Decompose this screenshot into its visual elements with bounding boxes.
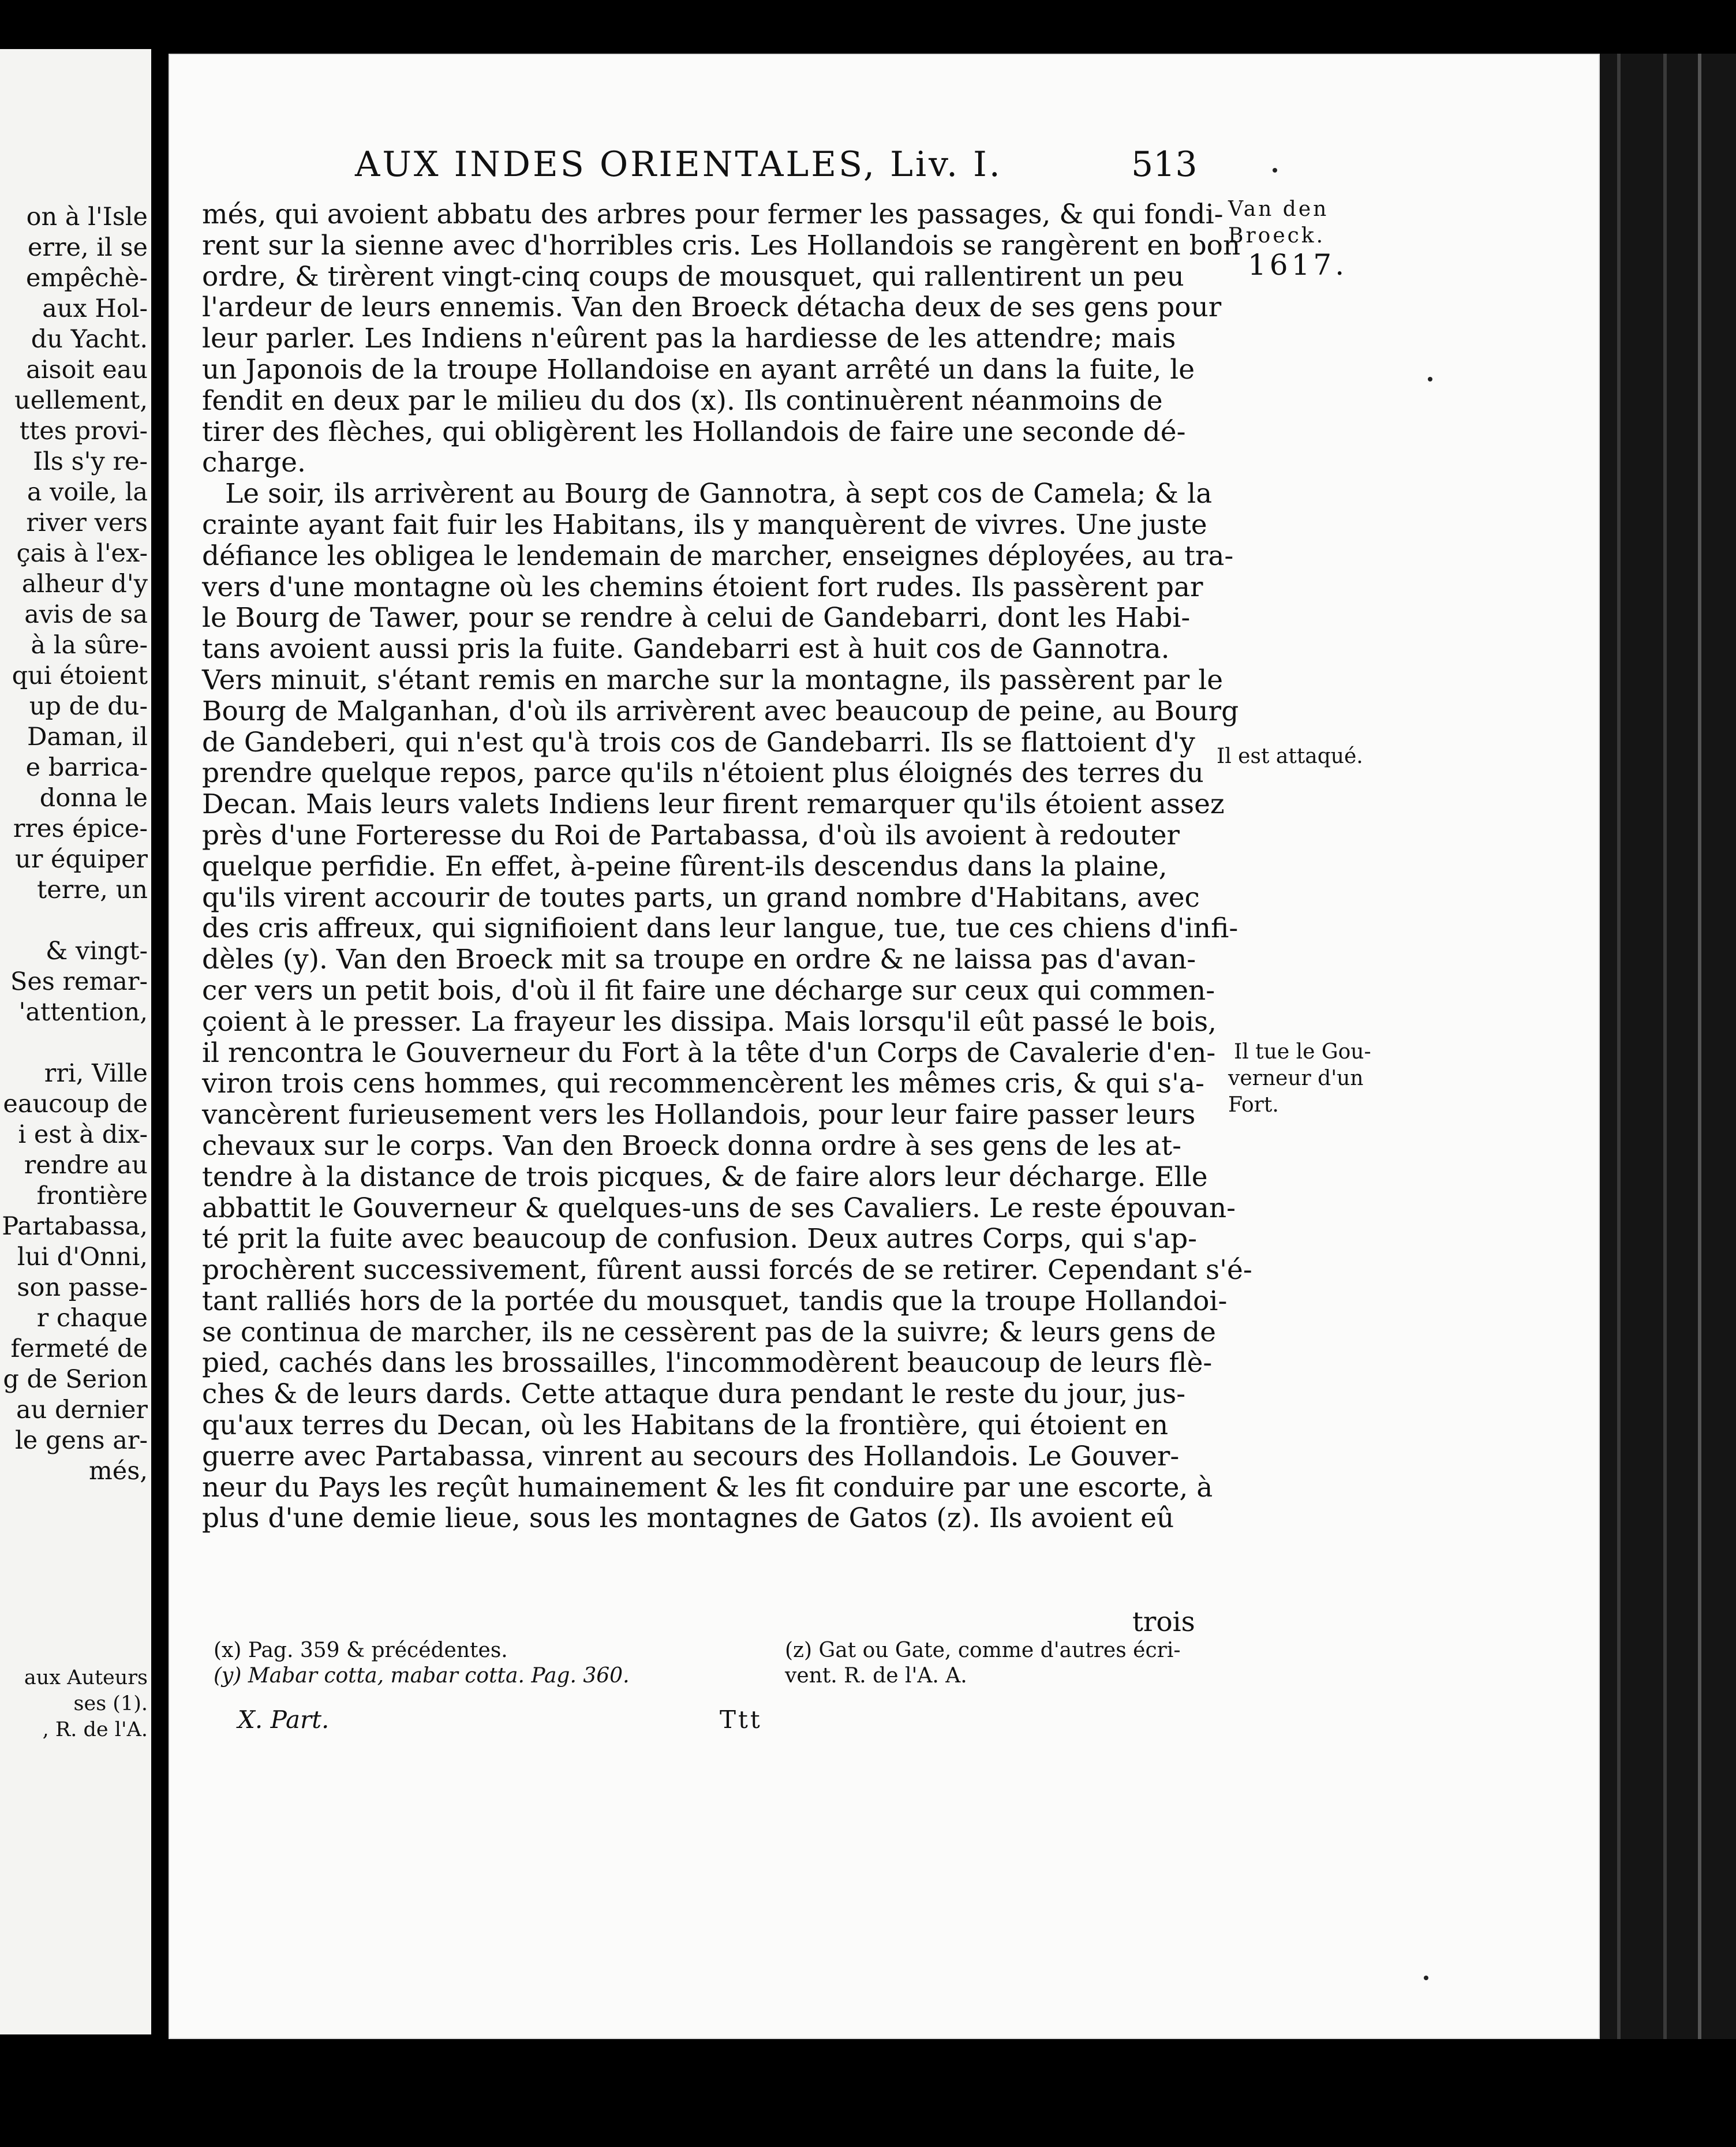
prev-text-line: e barrica- bbox=[25, 753, 148, 782]
prev-text-line: au dernier bbox=[16, 1396, 148, 1424]
prev-text-line: & vingt- bbox=[45, 937, 148, 966]
prev-text-line: ttes provi- bbox=[19, 417, 148, 446]
side-note-attaque: Il est attaqué. bbox=[1217, 745, 1363, 768]
text-line: des cris affreux, qui signifioient dans leur langue, tue, tue ces chiens d'infi- bbox=[202, 912, 1239, 945]
text-line: tendre à la distance de trois picques, & de faire alors leur décharge. Elle bbox=[202, 1161, 1208, 1193]
ink-dot bbox=[1428, 377, 1432, 381]
text-line: Le soir, ils arrivèrent au Bourg de Gannotra, à sept cos de Camela; & la bbox=[225, 478, 1213, 510]
prev-text-line: alheur d'y bbox=[21, 570, 148, 599]
text-line: fendit en deux par le milieu du dos (x). Ils continuèrent néanmoins de bbox=[202, 384, 1163, 417]
text-line: vancèrent furieusement vers les Hollandois, pour leur faire passer leurs bbox=[202, 1099, 1196, 1131]
ink-dot bbox=[1424, 1976, 1428, 1980]
text-line: un Japonois de la troupe Hollandoise en ayant arrêté un dans la fuite, le bbox=[202, 353, 1195, 386]
text-line: le Bourg de Tawer, pour se rendre à celui de Gandebarri, dont les Habi- bbox=[202, 602, 1191, 634]
text-line: prendre quelque repos, parce qu'ils n'étoient plus éloignés des terres du bbox=[202, 757, 1204, 790]
text-line: leur parler. Les Indiens n'eûrent pas la hardiesse de les attendre; mais bbox=[202, 323, 1176, 355]
prev-text-line bbox=[0, 906, 148, 936]
prev-text-line: up de du- bbox=[29, 692, 148, 721]
side-note-tue-3: Fort. bbox=[1228, 1093, 1279, 1117]
prev-text-line: river vers bbox=[26, 508, 148, 537]
text-line: chevaux sur le corps. Van den Broeck donna ordre à ses gens de les at- bbox=[202, 1129, 1181, 1162]
prev-text-line: frontière bbox=[36, 1181, 148, 1210]
side-note-tue-2: verneur d'un bbox=[1228, 1067, 1364, 1090]
prev-text-line: lui d'Onni, bbox=[17, 1243, 148, 1271]
text-line: près d'une Forteresse du Roi de Partabassa, d'où ils avoient à redouter bbox=[202, 819, 1180, 851]
side-note-tue-1: Il tue le Gou- bbox=[1234, 1040, 1371, 1064]
prev-text-line: més, bbox=[89, 1457, 148, 1486]
prev-text-line: aisoit eau bbox=[26, 356, 148, 384]
prev-text-line: à la sûre- bbox=[31, 631, 148, 660]
text-line: tant ralliés hors de la portée du mousquet, tandis que la troupe Hollandoi- bbox=[202, 1285, 1228, 1317]
side-note-name-1: Van den bbox=[1228, 197, 1329, 221]
footnote-x: (x) Pag. 359 & précédentes. bbox=[214, 1639, 508, 1662]
prev-text-line: g de Serion bbox=[3, 1365, 148, 1394]
prev-text-line: Partabassa, bbox=[2, 1212, 148, 1241]
text-line: té prit la fuite avec beaucoup de confusion. Deux autres Corps, qui s'ap- bbox=[202, 1223, 1198, 1255]
signature-mark: Ttt bbox=[720, 1705, 762, 1734]
body-text bbox=[202, 199, 1273, 1534]
prev-text-line: 'attention, bbox=[18, 998, 148, 1027]
prev-text-line: Ils s'y re- bbox=[33, 447, 148, 476]
text-line: rent sur la sienne avec d'horribles cris. Les Hollandois se rangèrent en bon bbox=[202, 229, 1241, 261]
prev-note-line: , R. de l'A. bbox=[42, 1718, 148, 1741]
prev-text-line: a voile, la bbox=[27, 478, 148, 507]
prev-text-line: on à l'Isle bbox=[26, 203, 148, 231]
text-line: abbattit le Gouverneur & quelques-uns de ses Cavaliers. Le reste épouvan- bbox=[202, 1192, 1236, 1224]
text-line: qu'aux terres du Decan, où les Habitans de la frontière, qui étoient en bbox=[202, 1409, 1169, 1442]
text-line: dèles (y). Van den Broeck mit sa troupe en ordre & ne laissa pas d'avan- bbox=[202, 944, 1196, 976]
text-line: ordre, & tirèrent vingt-cinq coups de mousquet, qui rallentirent un peu bbox=[202, 260, 1184, 293]
prev-text-line: r chaque bbox=[36, 1304, 148, 1333]
text-line: més, qui avoient abbatu des arbres pour fermer les passages, & qui fondi- bbox=[202, 199, 1224, 230]
prev-text-line: Ses remar- bbox=[10, 967, 148, 996]
prev-text-line: avis de sa bbox=[24, 600, 148, 629]
prev-text-line: aux Hol- bbox=[42, 294, 148, 323]
signature: X. Part. bbox=[238, 1705, 330, 1734]
text-line: çoient à le presser. La frayeur les dissipa. Mais lorsqu'il eût passé le bois, bbox=[202, 1005, 1217, 1038]
catchword: trois bbox=[1132, 1606, 1195, 1638]
text-line: viron trois cens hommes, qui recommencèrent les mêmes cris, & qui s'a- bbox=[202, 1068, 1204, 1100]
prev-text-line: fermeté de bbox=[10, 1334, 148, 1363]
prev-text-line: ur équiper bbox=[15, 845, 148, 874]
previous-page-notes bbox=[24, 1665, 148, 1743]
page-edge-shadow bbox=[1600, 54, 1736, 2039]
prev-text-line: çais à l'ex- bbox=[16, 539, 148, 568]
prev-note-line: ses (1). bbox=[73, 1692, 148, 1715]
text-line: qu'ils virent accourir de toutes parts, un grand nombre d'Habitans, avec bbox=[202, 881, 1200, 914]
prev-text-line: son passe- bbox=[17, 1273, 148, 1302]
prev-text-line: uellement, bbox=[14, 386, 148, 415]
text-line: Bourg de Malganhan, d'où ils arrivèrent avec beaucoup de peine, au Bourg bbox=[202, 695, 1239, 727]
text-line: guerre avec Partabassa, vinrent au secours des Hollandois. Le Gouver- bbox=[202, 1440, 1180, 1472]
text-line: cer vers un petit bois, d'où il fit faire une décharge sur ceux qui commen- bbox=[202, 974, 1215, 1007]
side-note-year: 1617. bbox=[1248, 248, 1348, 282]
prev-note-line: aux Auteurs bbox=[24, 1666, 148, 1689]
footnote-y: (y) Mabar cotta, mabar cotta. Pag. 360. bbox=[214, 1664, 630, 1688]
page-number: 513 bbox=[1131, 144, 1198, 185]
text-line: Decan. Mais leurs valets Indiens leur firent remarquer qu'ils étoient assez bbox=[202, 788, 1225, 821]
text-line: ches & de leurs dards. Cette attaque dura pendant le reste du jour, jus- bbox=[202, 1378, 1186, 1411]
text-line: Vers minuit, s'étant remis en marche sur la montagne, ils passèrent par le bbox=[202, 664, 1224, 696]
prev-text-line: donna le bbox=[39, 784, 148, 813]
prev-text-line: qui étoient bbox=[12, 661, 148, 690]
prev-text-line: empêchè- bbox=[26, 264, 148, 293]
footnote-z-line2: vent. R. de l'A. A. bbox=[785, 1664, 967, 1688]
text-line: tirer des flèches, qui obligèrent les Hollandois de faire une seconde dé- bbox=[202, 416, 1186, 448]
text-line: défiance les obligea le lendemain de marcher, enseignes déployées, au tra- bbox=[202, 540, 1234, 572]
prev-text-line: erre, il se bbox=[27, 233, 148, 262]
prev-text-line: i est à dix- bbox=[18, 1120, 148, 1149]
prev-text-line: le gens ar- bbox=[15, 1426, 148, 1455]
text-line: quelque perfidie. En effet, à-peine fûrent-ils descendus dans la plaine, bbox=[202, 850, 1168, 882]
text-line: charge. bbox=[202, 447, 306, 479]
book-page bbox=[169, 54, 1600, 2039]
text-line: plus d'une demie lieue, sous les montagnes de Gatos (z). Ils avoient eû bbox=[202, 1502, 1174, 1535]
text-line: neur du Pays les reçût humainement & les fit conduire par une escorte, à bbox=[202, 1471, 1213, 1503]
text-line: crainte ayant fait fuir les Habitans, ils y manquèrent de vivres. Une juste bbox=[202, 508, 1207, 541]
prev-text-line: rri, Ville bbox=[44, 1059, 148, 1088]
text-line: il rencontra le Gouverneur du Fort à la tête d'un Corps de Cavalerie d'en- bbox=[202, 1037, 1216, 1069]
prev-text-line: eaucoup de bbox=[3, 1090, 148, 1119]
previous-page-fragment bbox=[0, 49, 151, 2034]
footnote-z-line1: (z) Gat ou Gate, comme d'autres écri- bbox=[785, 1639, 1181, 1662]
previous-page-text bbox=[0, 202, 148, 1487]
text-line: l'ardeur de leurs ennemis. Van den Broeck détacha deux de ses gens pour bbox=[202, 291, 1222, 324]
text-line: pied, cachés dans les brossailles, l'incommodèrent beaucoup de leurs flè- bbox=[202, 1347, 1213, 1379]
text-line: tans avoient aussi pris la fuite. Gandebarri est à huit cos de Gannotra. bbox=[202, 633, 1170, 665]
prev-text-line: terre, un bbox=[36, 876, 148, 904]
prev-text-line: rendre au bbox=[24, 1151, 148, 1180]
prev-text-line: Daman, il bbox=[27, 723, 148, 751]
prev-text-line: du Yacht. bbox=[31, 325, 148, 354]
prev-text-line bbox=[0, 1028, 148, 1058]
text-line: de Gandeberi, qui n'est qu'à trois cos de Gandebarri. Ils se flattoient d'y bbox=[202, 726, 1195, 758]
text-line: vers d'une montagne où les chemins étoient fort rudes. Ils passèrent par bbox=[202, 571, 1203, 603]
running-head: AUX INDES ORIENTALES, Liv. I. bbox=[355, 144, 1002, 185]
text-line: prochèrent successivement, fûrent aussi forcés de se retirer. Cependant s'é- bbox=[202, 1254, 1252, 1286]
side-note-name-2: Broeck. bbox=[1228, 224, 1326, 248]
text-line: se continua de marcher, ils ne cessèrent pas de la suivre; & leurs gens de bbox=[202, 1316, 1216, 1348]
prev-text-line: rres épice- bbox=[13, 814, 148, 843]
